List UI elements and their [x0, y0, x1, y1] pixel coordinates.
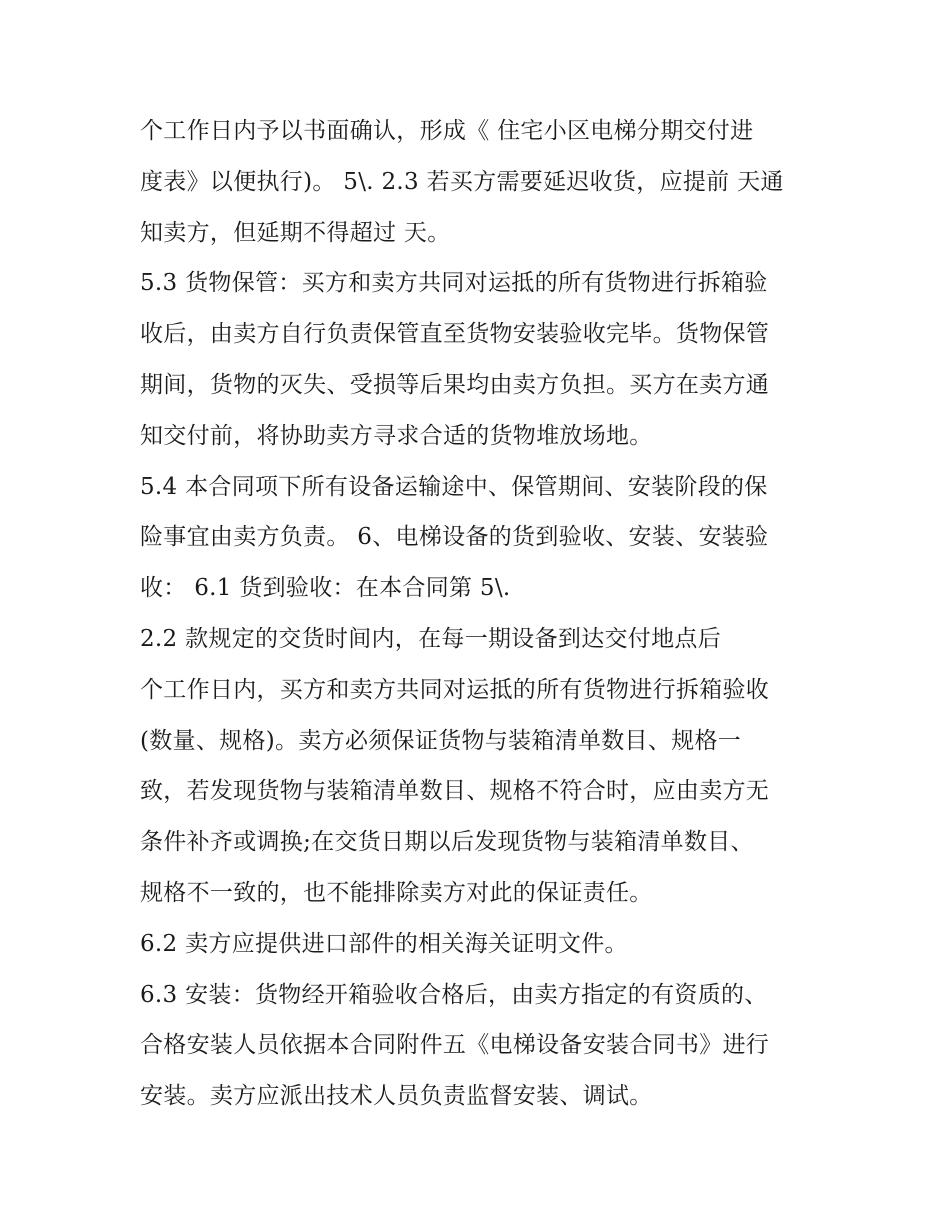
- text-line: 收： 6.1 货到验收：在本合同第 5\.: [140, 575, 511, 602]
- text-line: 5.3 货物保管：买方和卖方共同对运抵的所有货物进行拆箱验: [140, 270, 768, 297]
- text-line: 规格不一致的，也不能排除卖方对此的保证责任。: [140, 879, 653, 906]
- text-line: 期间，货物的灭失、受损等后果均由卖方负担。买方在卖方通: [140, 371, 770, 398]
- text-line: 度表》以便执行)。 5\. 2.3 若买方需要延迟收货，应提前 天通: [140, 168, 784, 195]
- text-line: 知交付前，将协助卖方寻求合适的货物堆放场地。: [140, 422, 653, 449]
- contract-text-body: [140, 106, 830, 1122]
- text-line: 致，若发现货物与装箱清单数目、规格不符合时，应由卖方无: [140, 778, 770, 805]
- text-line: (数量、规格)。卖方必须保证货物与装箱清单数目、规格一: [140, 727, 742, 754]
- text-line: 个工作日内，买方和卖方共同对运抵的所有货物进行拆箱验收: [140, 676, 770, 703]
- text-line: 合格安装人员依据本合同附件五《电梯设备安装合同书》进行: [140, 1032, 770, 1059]
- text-line: 条件补齐或调换;在交货日期以后发现货物与装箱清单数目、: [140, 829, 754, 856]
- text-line: 5.4 本合同项下所有设备运输途中、保管期间、安装阶段的保: [140, 473, 768, 500]
- text-line: 收后，由卖方自行负责保管直至货物安装验收完毕。货物保管: [140, 321, 770, 348]
- text-line: 个工作日内予以书面确认，形成《 住宅小区电梯分期交付进: [140, 118, 754, 144]
- text-line: 2.2 款规定的交货时间内，在每一期设备到达交付地点后: [140, 625, 721, 652]
- text-line: 知卖方，但延期不得超过 天。: [140, 219, 451, 246]
- text-line: 险事宜由卖方负责。 6、电梯设备的货到验收、安装、安装验: [140, 524, 769, 551]
- text-line: 6.2 卖方应提供进口部件的相关海关证明文件。: [140, 930, 628, 957]
- text-line: 安装。卖方应派出技术人员负责监督安装、调试。: [140, 1083, 653, 1110]
- text-line: 6.3 安装：货物经开箱验收合格后，由卖方指定的有资质的、: [140, 981, 768, 1008]
